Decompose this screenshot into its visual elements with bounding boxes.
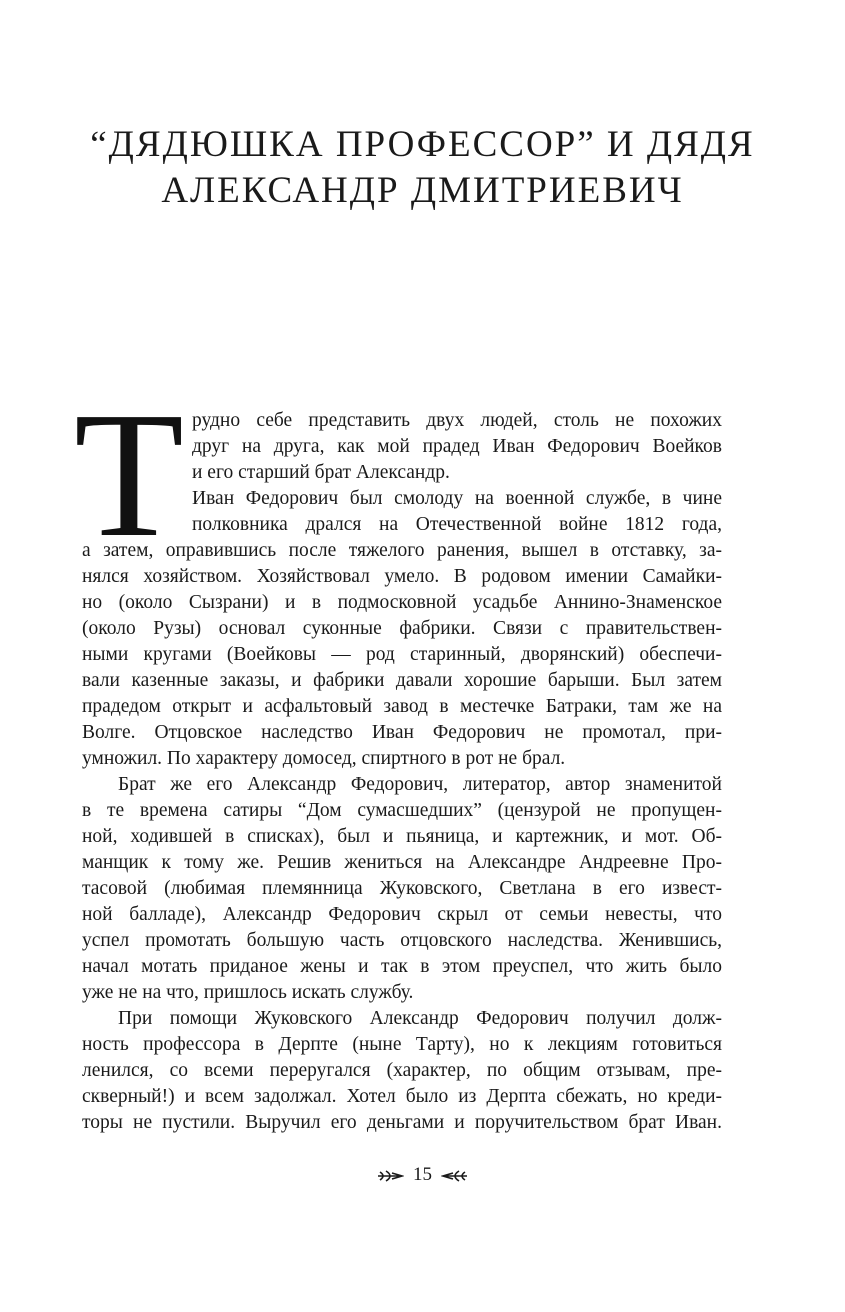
text-line: рудно себе представить двух людей, столь не похожих — [192, 410, 722, 431]
text-line: нялся хозяйством. Хозяйствовал умело. В родовом имении Самайки- — [82, 566, 722, 587]
text-line: в те времена сатиры “Дом сумасшедших” (цензурой не пропущен- — [82, 800, 722, 821]
text-line: умножил. По характеру домосед, спиртного в рот не брал. — [82, 748, 566, 769]
drop-cap: Т — [74, 375, 184, 574]
text-line: полковника дрался на Отечественной войне 1812 года, — [192, 514, 722, 535]
fleuron-right-icon — [441, 1169, 469, 1183]
text-line: ность профессора в Дерпте (ныне Тарту), но к лекциям готовиться — [82, 1034, 722, 1055]
text-line: ной балладе), Александр Федорович скрыл от семьи невесты, что — [82, 904, 722, 925]
text-line: Иван Федорович был смолоду на военной службе, в чине — [192, 488, 722, 509]
text-line: манщик к тому же. Решив жениться на Александре Андреевне Про- — [82, 852, 722, 873]
fleuron-left-icon — [376, 1169, 404, 1183]
text-line: успел промотать большую часть отцовского наследства. Женившись, — [82, 930, 722, 951]
text-line: ными кругами (Воейковы — род старинный, дворянский) обеспечи- — [82, 644, 722, 665]
text-line: ленился, со всеми переругался (характер, по общим отзывам, пре- — [82, 1060, 722, 1081]
text-line: торы не пустили. Выручил его деньгами и поручительством брат Иван. — [82, 1112, 722, 1133]
text-line: Волге. Отцовское наследство Иван Федорович не промотал, при- — [82, 722, 722, 743]
text-line: Брат же его Александр Федорович, литератор, автор знаменитой — [118, 774, 722, 795]
chapter-title-line-2: АЛЕКСАНДР ДМИТРИЕВИЧ — [161, 170, 684, 211]
chapter-title-line-1: “ДЯДЮШКА ПРОФЕССОР” И ДЯДЯ — [90, 124, 755, 165]
text-line: (около Рузы) основал суконные фабрики. Связи с правительствен- — [82, 618, 722, 639]
page-footer — [0, 1162, 845, 1188]
text-line: друг на друга, как мой прадед Иван Федорович Воейков — [192, 436, 722, 457]
text-line: прадедом открыт и асфальтовый завод в местечке Батраки, там же на — [82, 696, 722, 717]
text-line: тасовой (любимая племянница Жуковского, Светлана в его извест- — [82, 878, 722, 899]
text-line: начал мотать приданое жены и так в этом преуспел, что жить было — [82, 956, 722, 977]
text-line: а затем, оправившись после тяжелого ранения, вышел в отставку, за- — [82, 540, 722, 561]
text-line: ной, ходившей в списках), был и пьяница, и картежник, и мот. Об- — [82, 826, 722, 847]
text-line: и его старший брат Александр. — [192, 462, 450, 483]
text-line: уже не на что, пришлось искать службу. — [82, 982, 414, 1003]
page-number: 15 — [413, 1164, 432, 1185]
text-line: скверный!) и всем задолжал. Хотел было из Дерпта сбежать, но креди- — [82, 1086, 722, 1107]
text-line: но (около Сызрани) и в подмосковной усадьбе Аннино-Знаменское — [82, 592, 722, 613]
text-line: вали казенные заказы, и фабрики давали хорошие барыши. Был затем — [82, 670, 722, 691]
text-line: При помощи Жуковского Александр Федорович получил долж- — [118, 1008, 722, 1029]
